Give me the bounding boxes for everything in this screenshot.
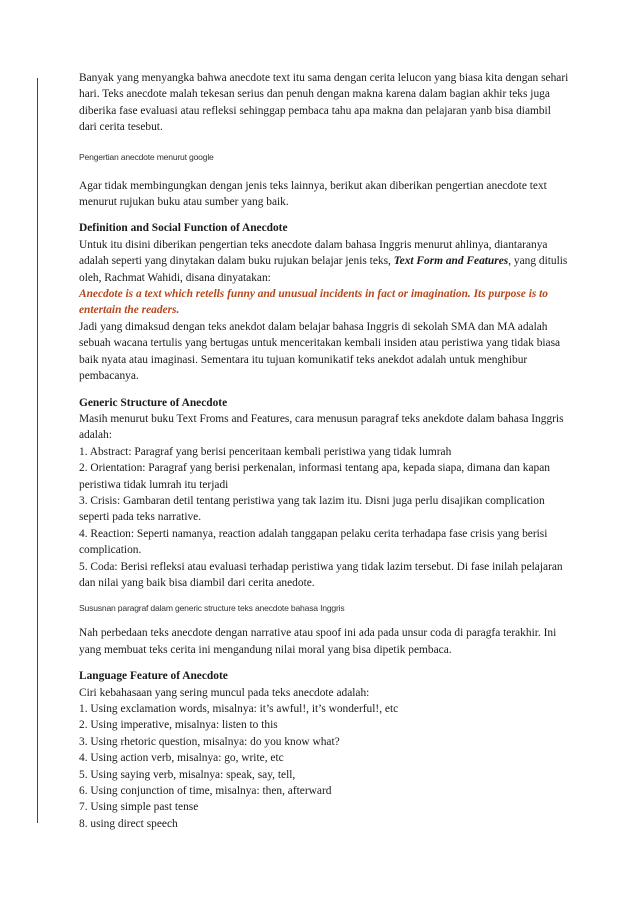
language-heading: Language Feature of Anecdote	[79, 670, 228, 683]
list-item: 5. Coda: Berisi refleksi atau evaluasi terhadap peristiwa yang tidak lazim tersebut. Di fase inilah pelajaran dan nilai yang baik bisa diambil dari cerita anedote.	[79, 560, 563, 589]
definition-text-after: , yang ditulis oleh, Rachmat Wahidi, disana dinyatakan:	[79, 255, 568, 284]
list-item: 6. Using conjunction of time, misalnya: then, afterward	[79, 785, 332, 798]
list-item: 2. Using imperative, misalnya: listen to this	[79, 719, 278, 732]
list-item: 2. Orientation: Paragraf yang berisi perkenalan, informasi tentang apa, kepada siapa, dimana dan kapan peristiwa tidak lumrah itu terjadi	[79, 462, 550, 491]
language-intro: Ciri kebahasaan yang sering muncul pada teks anecdote adalah:	[79, 686, 370, 699]
note-definition: Pengertian anecdote menurut google	[79, 151, 214, 162]
page-margin-rule	[37, 78, 38, 823]
definition-explanation: Jadi yang dimaksud dengan teks anekdot dalam belajar bahasa Inggris di sekolah SMA dan MA adalah sebuah wacana tertulis yang bertugas untuk menceritakan kembali insiden atau peristiwa yang tidak biasa baik nyata atau imaginasi. Sementara itu tujuan komunikatif teks anekdot adalah untuk menghibur pembacanya.	[79, 320, 561, 383]
structure-intro: Masih menurut buku Text Froms and Features, cara menusun paragraf teks anekdote dalam bahasa Inggris adalah:	[79, 412, 564, 442]
structure-list	[79, 444, 569, 592]
definition-text-before: Untuk itu disini diberikan pengertian teks anecdote dalam bahasa Inggris menurut ahlinya, diantaranya adalah seperti yang dinytakan dalam buku rujukan belajar jenis teks,	[79, 238, 548, 268]
list-item: 1. Using exclamation words, misalnya: it’s awful!, it’s wonderful!, etc	[79, 703, 399, 715]
list-item: 3. Crisis: Gambaran detil tentang peristiwa yang tak lazim itu. Disni juga perlu disajikan complication seperti pada teks narrative.	[79, 494, 545, 524]
intro-paragraph: Banyak yang menyangka bahwa anecdote text itu sama dengan cerita lelucon yang biasa kita dengan sehari hari. Teks anecdote malah tekesan serius dan penuh dengan makna karena dalam bagian akhir teks juga diberika fase evaluasi atau refleksi sehinggap pembaca tahu apa makna dan pelajaran yanb bisa diambil dari cerita tesebut.	[79, 72, 569, 134]
document-page	[79, 70, 569, 832]
list-item: 7. Using simple past tense	[79, 801, 199, 814]
language-list	[79, 701, 569, 832]
list-item: 8. using direct speech	[79, 817, 178, 830]
definition-text	[79, 237, 569, 286]
note-structure: Sususnan paragraf dalam generic structure teks anecdote bahasa Inggris	[79, 603, 345, 614]
difference-paragraph: Nah perbedaan teks anecdote dengan narrative atau spoof ini ada pada unsur coda di paragfa terakhir. Ini yang membuat teks cerita ini mengandung nilai moral yang bisa dipetik pembaca.	[79, 627, 557, 656]
list-item: 1. Abstract: Paragraf yang berisi penceritaan kembali peristiwa yang tidak lumrah	[79, 445, 452, 458]
structure-heading: Generic Structure of Anecdote	[79, 396, 228, 409]
book-title: Text Form and Features	[393, 255, 509, 268]
definition-intro: Agar tidak membingungkan dengan jenis teks lainnya, berikut akan diberikan pengertian anecdote text menurut rujukan buku atau sumber yang baik.	[79, 179, 547, 209]
list-item: 3. Using rhetoric question, misalnya: do you know what?	[79, 735, 340, 748]
list-item: 4. Reaction: Seperti namanya, reaction adalah tanggapan pelaku cerita terhadapa fase crisis yang berisi complication.	[79, 527, 548, 557]
definition-quote: Anecdote is a text which retells funny and unusual incidents in fact or imagination. Its purpose is to entertain the readers.	[79, 288, 548, 317]
definition-heading: Definition and Social Function of Anecdote	[79, 222, 288, 235]
list-item: 4. Using action verb, misalnya: go, write, etc	[79, 752, 284, 765]
list-item: 5. Using saying verb, misalnya: speak, say, tell,	[79, 768, 296, 781]
